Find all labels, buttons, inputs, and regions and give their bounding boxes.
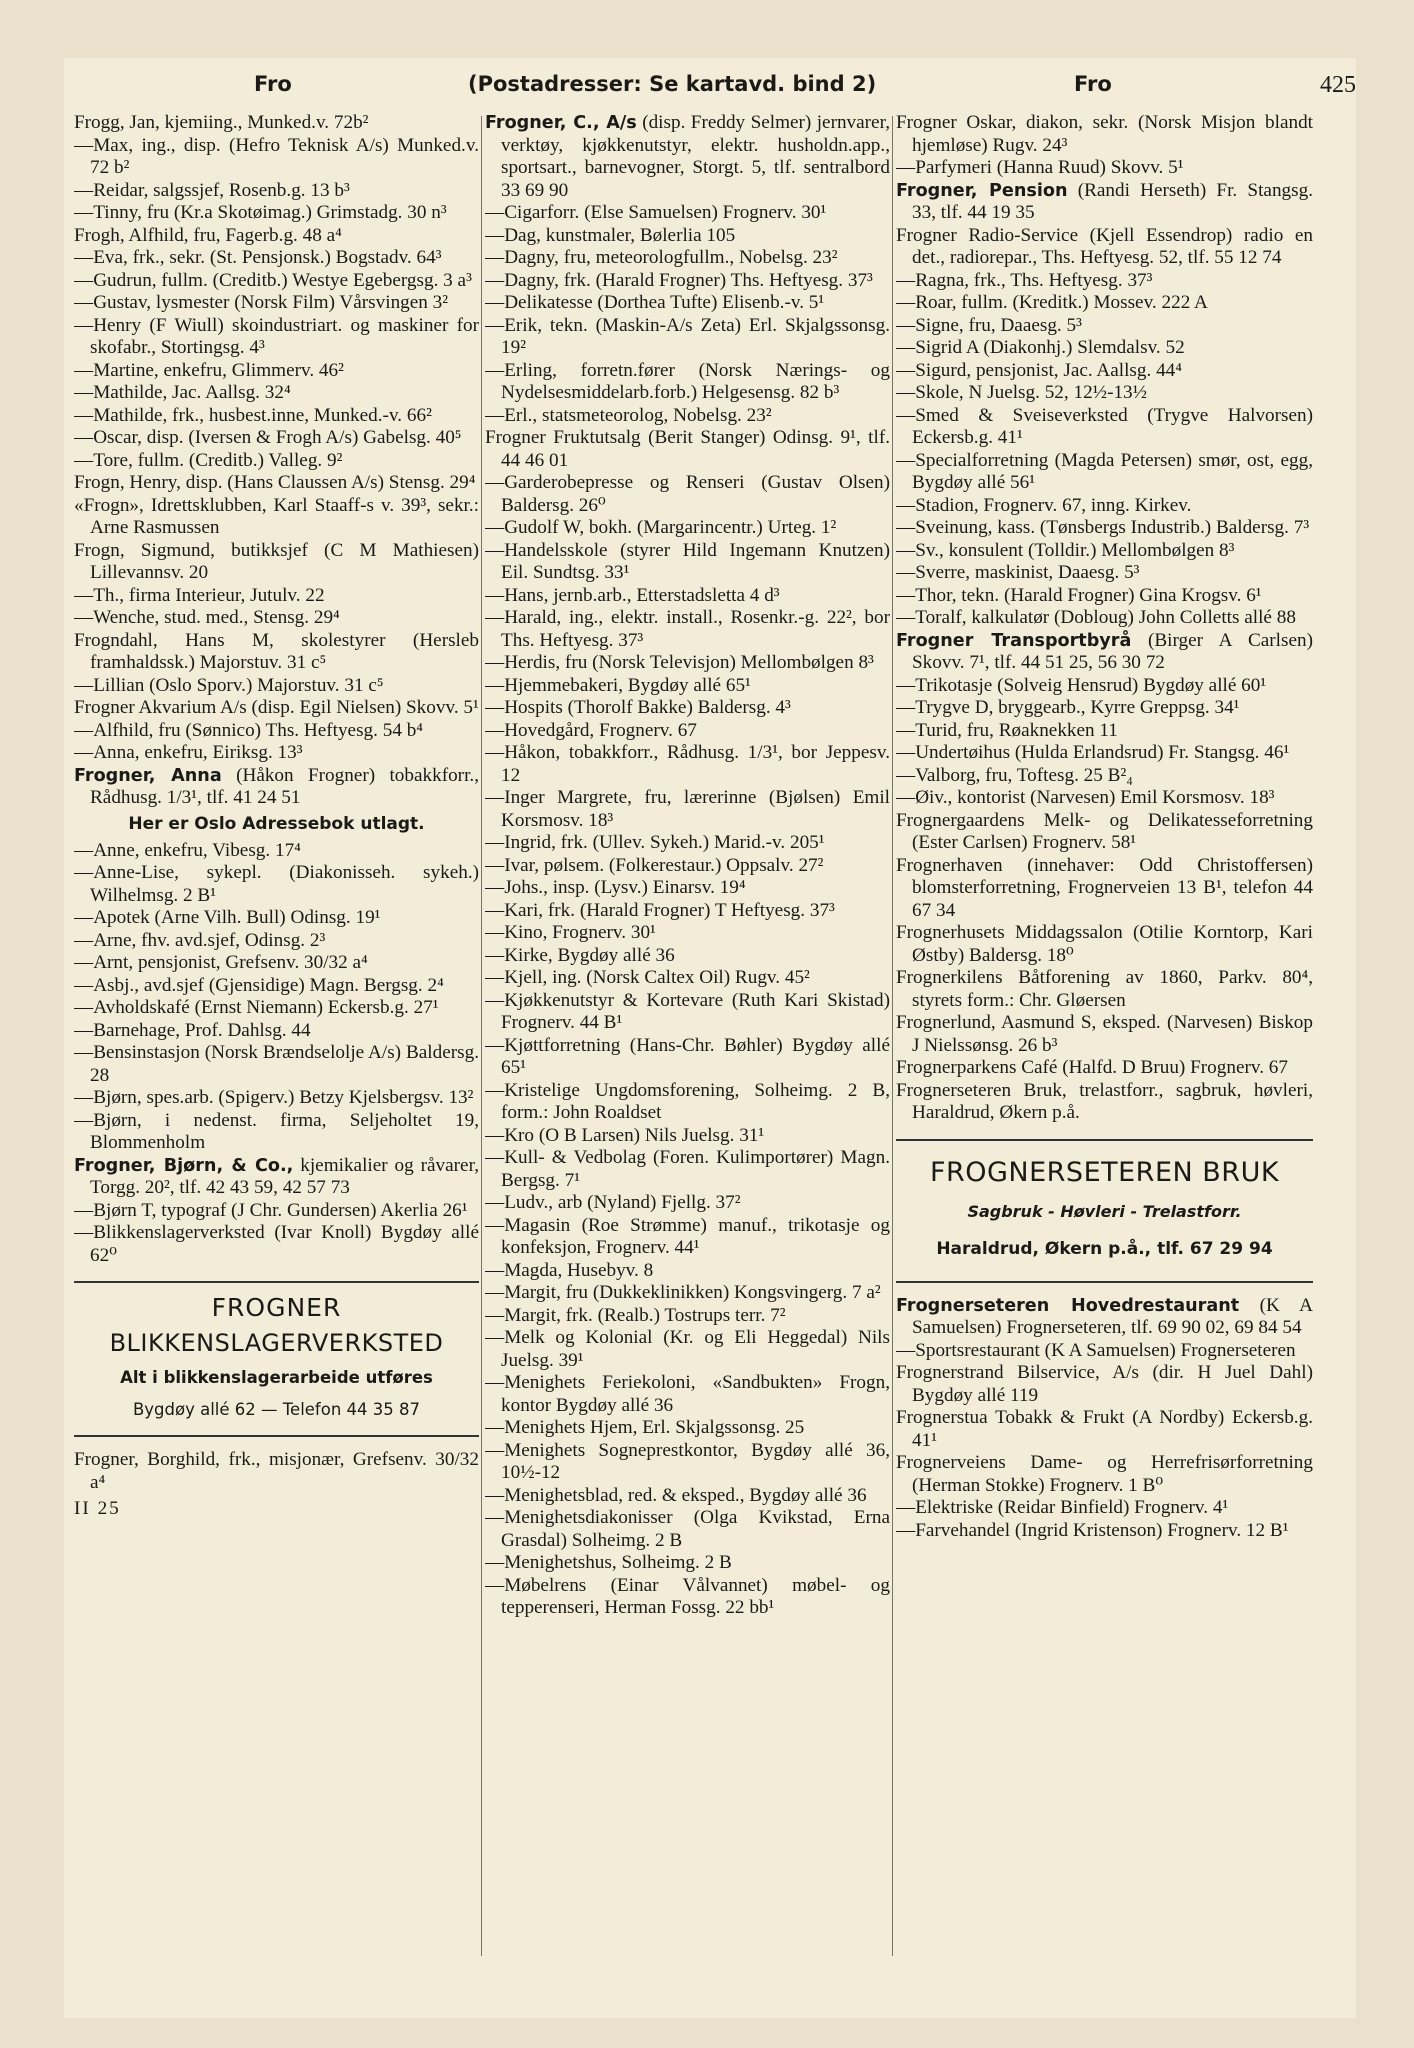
directory-entry: Frogh, Alfhild, fru, Fagerb.g. 48 a⁴ [74, 224, 342, 246]
entry-frognerseteren-hovedrestaurant [896, 1295, 1313, 1340]
directory-entry: —Menighetsblad, red. & eksped., Bygdøy allé 36 [485, 1484, 867, 1506]
directory-entry: —Apotek (Arne Vilh. Bull) Odinsg. 19¹ [74, 907, 381, 928]
directory-entry: —Sverre, maskinist, Daaesg. 5³ [896, 562, 1140, 583]
ad-contact: Bygdøy allé 62 — Telefon 44 35 87 [132, 1400, 421, 1419]
entry-list [485, 202, 890, 1620]
directory-entry: —Menighets Hjem, Erl. Skjalgssonsg. 25 [485, 1417, 805, 1438]
directory-entry: —Ivar, pølsem. (Folkerestaur.) Oppsalv. 27² [485, 854, 824, 876]
entry-list [896, 112, 1313, 180]
header-right-keyword: Fro [1074, 72, 1112, 96]
directory-entry: —Signe, fru, Daaesg. 5³ [896, 314, 1082, 336]
directory-entry: —Smed & Sveiseverksted (Trygve Halvorsen) Eckersb.g. 41¹ [896, 404, 1313, 448]
directory-entry: —Sigrid A (Diakonhj.) Slemdalsv. 52 [896, 337, 1185, 358]
directory-entry: —Kjell, ing. (Norsk Caltex Oil) Rugv. 45² [485, 967, 810, 988]
entry-list [896, 1340, 1313, 1543]
directory-entry: —Trikotasje (Solveig Hensrud) Bygdøy allé 60¹ [896, 674, 1267, 696]
directory-entry: —Arne, fhv. avd.sjef, Odinsg. 2³ [74, 929, 326, 951]
entry-bold-name: Frogner Transportbyrå [896, 630, 1132, 651]
directory-entry: —Asbj., avd.sjef (Gjensidige) Magn. Bergsg. 2⁴ [74, 974, 444, 996]
directory-entry: Frogner Akvarium A/s (disp. Egil Nielsen) Skovv. 5¹ [74, 697, 479, 718]
directory-entry: Frogg, Jan, kjemiing., Munked.v. 72b² [74, 112, 369, 133]
directory-entry: —Kull- & Vedbolag (Foren. Kulimportører) Magn. Bergsg. 7¹ [485, 1147, 890, 1191]
column-2 [485, 112, 890, 1972]
entry-list [74, 840, 479, 1155]
directory-entry: —Kro (O B Larsen) Nils Juelsg. 31¹ [485, 1124, 765, 1146]
entry-bold-name: Frogner, Anna [74, 765, 222, 786]
directory-entry: —Trygve D, bryggearb., Kyrre Greppsg. 34¹ [896, 697, 1240, 718]
directory-entry: —Tore, fullm. (Creditb.) Valleg. 9² [74, 449, 343, 471]
directory-entry: —Dag, kunstmaler, Bølerlia 105 [485, 224, 736, 246]
directory-entry: Frognergaardens Melk- og Delikatesseforretning (Ester Carlsen) Frognerv. 58¹ [896, 809, 1313, 853]
directory-entry: —Specialforretning (Magda Petersen) smør, ost, egg, Bygdøy allé 56¹ [896, 449, 1313, 493]
directory-entry: —Blikkenslagerverksted (Ivar Knoll) Bygdøy allé 62⁰ [74, 1222, 479, 1266]
entry-frogner-pension [896, 180, 1313, 225]
directory-entry: —Sv., konsulent (Tolldir.) Mellombølgen 8³ [896, 539, 1235, 561]
directory-entry: Frognerhaven (innehaver: Odd Christoffersen) blomsterforretning, Frognerveien 13 B¹, telefon 44 67 34 [896, 854, 1313, 921]
entry-list [896, 225, 1313, 630]
directory-entry: —Farvehandel (Ingrid Kristenson) Frognerv. 12 B¹ [896, 1519, 1289, 1541]
column-3 [896, 112, 1313, 1972]
entry-list [74, 1449, 479, 1494]
directory-entry: —Kjøkkenutstyr & Kortevare (Ruth Kari Skistad) Frognerv. 44 B¹ [485, 989, 890, 1033]
entry-list [74, 1200, 479, 1268]
directory-entry: —Bjørn T, typograf (J Chr. Gundersen) Akerlia 26¹ [74, 1199, 468, 1221]
directory-entry: —Handelsskole (styrer Hild Ingemann Knutzen) Eil. Sundtsg. 33¹ [485, 539, 890, 583]
directory-entry: —Harald, ing., elektr. install., Rosenkr.-g. 22², bor Ths. Heftyesg. 37³ [485, 607, 890, 651]
directory-entry: —Inger Margrete, fru, lærerinne (Bjølsen) Emil Korsmosv. 18³ [485, 787, 890, 831]
directory-entry: —Reidar, salgssjef, Rosenb.g. 13 b³ [74, 179, 350, 201]
directory-entry: —Kristelige Ungdomsforening, Solheimg. 2 B, form.: John Roaldset [485, 1079, 890, 1123]
ad-subtitle: Alt i blikkenslagerarbeide utføres [120, 1368, 433, 1387]
directory-entry: —Max, ing., disp. (Hefro Teknisk A/s) Munked.v. 72 b² [74, 134, 479, 178]
directory-entry: —Erl., statsmeteorolog, Nobelsg. 23² [485, 404, 772, 426]
directory-entry: —Sportsrestaurant (K A Samuelsen) Frognerseteren [896, 1339, 1296, 1361]
directory-entry: —Sigurd, pensjonist, Jac. Aallsg. 44⁴ [896, 359, 1182, 381]
directory-entry: —Oscar, disp. (Iversen & Frogh A/s) Gabelsg. 40⁵ [74, 427, 462, 448]
directory-entry: —Menighets Feriekoloni, «Sandbukten» Frogn, kontor Bygdøy allé 36 [485, 1372, 890, 1416]
directory-entry: —Erik, tekn. (Maskin-A/s Zeta) Erl. Skjalgssonsg. 19² [485, 314, 890, 358]
directory-entry: —Turid, fru, Røaknekken 11 [896, 719, 1118, 741]
column-1 [74, 112, 479, 1972]
directory-entry: Frogner, Borghild, frk., misjonær, Grefsenv. 30/32 a⁴ [74, 1449, 479, 1493]
directory-entry: —Thor, tekn. (Harald Frogner) Gina Krogsv. 6¹ [896, 584, 1262, 606]
directory-entry: Frognerstrand Bilservice, A/s (dir. H Juel Dahl) Bygdøy allé 119 [896, 1362, 1313, 1406]
directory-entry: —Gudolf W, bokh. (Margarincentr.) Urteg. 1² [485, 517, 837, 538]
directory-entry: —Parfymeri (Hanna Ruud) Skovv. 5¹ [896, 157, 1184, 178]
directory-entry: —Ingrid, frk. (Ullev. Sykeh.) Marid.-v. 205¹ [485, 832, 825, 853]
directory-entry: —Delikatesse (Dorthea Tufte) Elisenb.-v. 5¹ [485, 292, 825, 313]
directory-entry: —Magasin (Roe Strømme) manuf., trikotasje og konfeksjon, Frognerv. 44¹ [485, 1214, 890, 1258]
directory-entry: —Undertøihus (Hulda Erlandsrud) Fr. Stangsg. 46¹ [896, 742, 1290, 763]
directory-entry: —Martine, enkefru, Glimmerv. 46² [74, 359, 344, 381]
directory-entry: Frognerseteren Bruk, trelastforr., sagbruk, høvleri, Haraldrud, Økern p.å. [896, 1079, 1313, 1123]
directory-entry: —Melk og Kolonial (Kr. og Eli Heggedal) Nils Juelsg. 39¹ [485, 1327, 890, 1371]
directory-entry: —Erling, forretn.fører (Norsk Nærings- og Nydelsesmiddelarb.forb.) Helgesensg. 82 b³ [485, 359, 890, 403]
entry-bold-name: Frogner, Bjørn, & Co., [74, 1155, 294, 1176]
header-postal-note: (Postadresser: Se kartavd. bind 2) [468, 72, 877, 96]
directory-entry: —Ragna, frk., Ths. Heftyesg. 37³ [896, 269, 1153, 291]
directory-entry: —Valborg, fru, Toftesg. 25 B²₄ [896, 764, 1133, 786]
directory-entry: —Herdis, fru (Norsk Televisjon) Mellombølgen 8³ [485, 652, 874, 673]
directory-entry: —Gudrun, fullm. (Creditb.) Westye Egebergsg. 3 a³ [74, 269, 472, 291]
directory-entry: —Arnt, pensjonist, Grefsenv. 30/32 a⁴ [74, 952, 368, 973]
entry-text: (disp. Freddy Selmer) jernvarer, verktøy, kjøkkenutstyr, elektr. husholdn.app., sportsart., barnevogner, Storgt. 5, tlf. sentralbord 33 69 90 [501, 112, 890, 201]
directory-entry: —Alfhild, fru (Sønnico) Ths. Heftyesg. 54 b⁴ [74, 719, 424, 741]
directory-entry: —Garderobepresse og Renseri (Gustav Olsen) Baldersg. 26⁰ [485, 472, 890, 516]
directory-entry: —Gustav, lysmester (Norsk Film) Vårsvingen 3² [74, 292, 449, 313]
page-header [64, 72, 1356, 106]
entry-bold-name: Frognerseteren Hovedrestaurant [896, 1295, 1240, 1316]
directory-entry: —Bjørn, spes.arb. (Spigerv.) Betzy Kjelsbergsv. 13² [74, 1087, 474, 1108]
directory-entry: —Th., firma Interieur, Jutulv. 22 [74, 584, 325, 606]
directory-entry: —Menighetsdiakonisser (Olga Kvikstad, Erna Grasdal) Solheimg. 2 B [485, 1507, 890, 1551]
directory-entry: —Ludv., arb (Nyland) Fjellg. 37² [485, 1192, 741, 1213]
entry-text: kjemikalier og råvarer, Torgg. 20², tlf. 42 43 59, 42 57 73 [90, 1154, 479, 1198]
adressebok-notice: Her er Oslo Adressebok utlagt. [128, 813, 425, 834]
directory-entry: —Henry (F Wiull) skoindustriart. og maskiner for skofabr., Stortingsg. 4³ [74, 314, 479, 358]
entry-text: (Håkon Frogner) tobakkforr., Rådhusg. 1/3¹, tlf. 41 24 51 [90, 764, 479, 808]
directory-entry: —Johs., insp. (Lysv.) Einarsv. 19⁴ [485, 877, 746, 898]
directory-entry: —Håkon, tobakkforr., Rådhusg. 1/3¹, bor Jeppesv. 12 [485, 742, 890, 786]
directory-entry: —Bjørn, i nedenst. firma, Seljeholtet 19, Blommenholm [74, 1109, 479, 1153]
directory-entry: Frogn, Sigmund, butikksjef (C M Mathiesen) Lillevannsv. 20 [74, 539, 479, 583]
directory-entry: —Cigarforr. (Else Samuelsen) Frognerv. 30¹ [485, 202, 827, 223]
directory-entry: —Bensinstasjon (Norsk Brændselolje A/s) Baldersg. 28 [74, 1042, 479, 1086]
directory-entry: —Hans, jernb.arb., Etterstadsletta 4 d³ [485, 584, 780, 606]
directory-entry: —Margit, frk. (Realb.) Tostrups terr. 7² [485, 1304, 786, 1326]
entry-list [74, 112, 479, 765]
entry-text: (Randi Herseth) Fr. Stangsg. 33, tlf. 44 19 35 [912, 179, 1313, 223]
directory-entry: —Anna, enkefru, Eiriksg. 13³ [74, 742, 303, 763]
directory-entry: —Toralf, kalkulatør (Dobloug) John Colletts allé 88 [896, 607, 1296, 628]
directory-entry: —Kirke, Bygdøy allé 36 [485, 944, 675, 966]
directory-entry: —Stadion, Frognerv. 67, inng. Kirkev. [896, 494, 1192, 516]
directory-entry: Frogner Radio-Service (Kjell Essendrop) radio en det., radiorepar., Ths. Heftyesg. 52, tlf. 55 12 74 [896, 224, 1313, 268]
directory-entry: «Frogn», Idrettsklubben, Karl Staaff-s v. 39³, sekr.: Arne Rasmussen [74, 494, 479, 538]
directory-entry: —Dagny, frk. (Harald Frogner) Ths. Heftyesg. 37³ [485, 269, 873, 291]
directory-entry: Frognerparkens Café (Halfd. D Bruu) Frognerv. 67 [896, 1057, 1288, 1078]
ad-title: BLIKKENSLAGERVERKSTED [109, 1329, 444, 1357]
column-divider [892, 116, 893, 1956]
directory-entry: —Magda, Husebyv. 8 [485, 1259, 654, 1281]
entry-frogner-bjorn-co [74, 1155, 479, 1200]
directory-entry: —Menighetshus, Solheimg. 2 B [485, 1552, 732, 1573]
directory-entry: —Kjøttforretning (Hans-Chr. Bøhler) Bygdøy allé 65¹ [485, 1034, 890, 1078]
signature-mark: II 25 [74, 1498, 121, 1519]
entry-bold-name: Frogner, Pension [896, 180, 1068, 201]
entry-frogner-c-as [485, 112, 890, 202]
directory-entry: —Lillian (Oslo Sporv.) Majorstuv. 31 c⁵ [74, 674, 384, 696]
advertisement-blikkenslager [74, 1281, 479, 1437]
directory-entry: —Skole, N Juelsg. 52, 12½-13½ [896, 382, 1148, 403]
entry-frogner-anna [74, 765, 479, 810]
directory-entry: —Margit, fru (Dukkeklinikken) Kongsvingerg. 7 a² [485, 1282, 881, 1303]
ad-title: FROGNER [211, 1293, 342, 1322]
directory-entry: —Barnehage, Prof. Dahlsg. 44 [74, 1019, 311, 1041]
directory-entry: —Kino, Frognerv. 30¹ [485, 922, 656, 943]
entry-bold-name: Frogner, C., A/s [485, 113, 637, 133]
directory-entry: —Anne, enkefru, Vibesg. 17⁴ [74, 839, 301, 861]
entry-frogner-transportbyra [896, 630, 1313, 675]
directory-entry: —Møbelrens (Einar Vålvannet) møbel- og tepperenseri, Herman Fossg. 22 bb¹ [485, 1574, 890, 1618]
directory-entry: Frogner Oskar, diakon, sekr. (Norsk Misjon blandt hjemløse) Rugv. 24³ [896, 112, 1313, 156]
entry-list [896, 675, 1313, 1125]
directory-entry: —Sveinung, kass. (Tønsbergs Industrib.) Baldersg. 7³ [896, 517, 1310, 538]
directory-entry: —Anne-Lise, sykepl. (Diakonisseh. sykeh.) Wilhelmsg. 2 B¹ [74, 862, 479, 906]
advertisement-frognerseteren-bruk [896, 1139, 1313, 1283]
directory-entry: —Kari, frk. (Harald Frogner) T Heftyesg. 37³ [485, 899, 835, 921]
entry-text: (Birger A Carlsen) Skovv. 7¹, tlf. 44 51 25, 56 30 72 [912, 629, 1313, 673]
page-number: 425 [1320, 72, 1356, 98]
directory-entry: Frogn, Henry, disp. (Hans Claussen A/s) Stensg. 29⁴ [74, 472, 476, 493]
directory-entry: —Hospits (Thorolf Bakke) Baldersg. 4³ [485, 697, 791, 718]
directory-entry: —Øiv., kontorist (Narvesen) Emil Korsmosv. 18³ [896, 787, 1275, 808]
directory-entry: Frognerveiens Dame- og Herrefrisørforretning (Herman Stokke) Frognerv. 1 B⁰ [896, 1452, 1313, 1496]
directory-page [64, 58, 1356, 2018]
directory-entry: Frognerhusets Middagssalon (Otilie Korntorp, Kari Østby) Baldersg. 18⁰ [896, 922, 1313, 966]
directory-entry: —Elektriske (Reidar Binfield) Frognerv. 4¹ [896, 1497, 1229, 1518]
directory-entry: —Roar, fullm. (Kreditk.) Mossev. 222 A [896, 292, 1208, 313]
ad-subtitle: Sagbruk - Høvleri - Trelastforr. [967, 1201, 1242, 1221]
directory-entry: —Avholdskafé (Ernst Niemann) Eckersb.g. 27¹ [74, 997, 439, 1018]
ad-contact: Haraldrud, Økern p.å., tlf. 67 29 94 [936, 1238, 1273, 1259]
entry-text: (K A Samuelsen) Frognerseteren, tlf. 69 90 02, 69 84 54 [912, 1294, 1313, 1338]
directory-entry: —Hjemmebakeri, Bygdøy allé 65¹ [485, 674, 751, 696]
directory-entry: Frognerstua Tobakk & Frukt (A Nordby) Eckersb.g. 41¹ [896, 1407, 1313, 1451]
directory-entry: —Mathilde, frk., husbest.inne, Munked.-v. 66² [74, 404, 432, 426]
directory-entry: —Hovedgård, Frognerv. 67 [485, 719, 697, 741]
directory-entry: —Tinny, fru (Kr.a Skotøimag.) Grimstadg. 30 n³ [74, 202, 447, 223]
column-divider [481, 116, 482, 1956]
ad-title: FROGNERSETEREN BRUK [929, 1156, 1280, 1188]
directory-entry: Frognerkilens Båtforening av 1860, Parkv. 80⁴, styrets form.: Chr. Gløersen [896, 967, 1313, 1011]
directory-entry: Frogner Fruktutsalg (Berit Stanger) Odinsg. 9¹, tlf. 44 46 01 [485, 427, 890, 471]
directory-entry: —Mathilde, Jac. Aallsg. 32⁴ [74, 382, 291, 403]
directory-entry: —Menighets Sogneprestkontor, Bygdøy allé 36, 10½-12 [485, 1439, 890, 1483]
directory-entry: —Wenche, stud. med., Stensg. 29⁴ [74, 607, 340, 628]
directory-entry: —Dagny, fru, meteorologfullm., Nobelsg. 23² [485, 247, 838, 268]
directory-entry: —Eva, frk., sekr. (St. Pensjonsk.) Bogstadv. 64³ [74, 247, 442, 268]
header-left-keyword: Fro [254, 72, 292, 96]
directory-entry: Frognerlund, Aasmund S, eksped. (Narvesen) Biskop J Nielssønsg. 26 b³ [896, 1012, 1313, 1056]
directory-entry: Frogndahl, Hans M, skolestyrer (Hersleb framhaldssk.) Majorstuv. 31 c⁵ [74, 629, 479, 673]
